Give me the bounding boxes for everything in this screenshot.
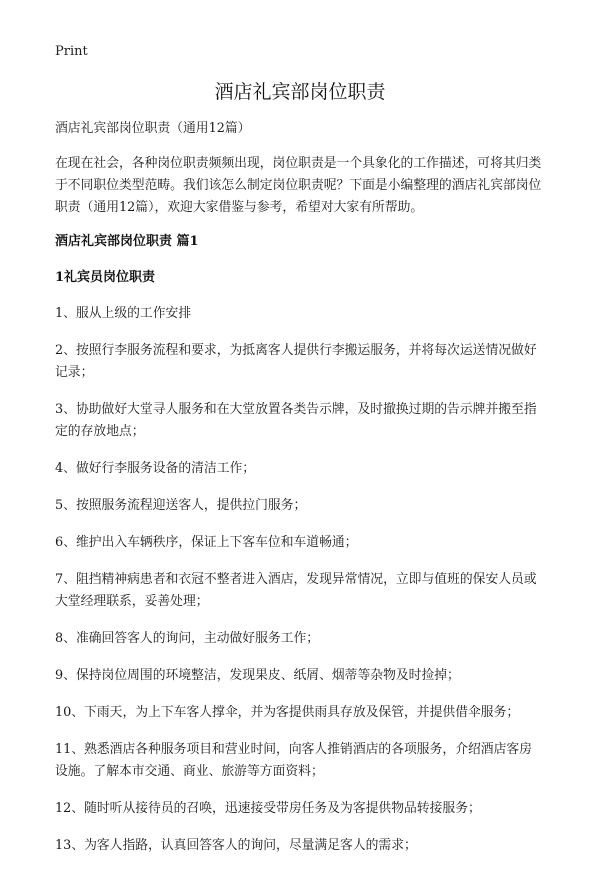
section-heading: 酒店礼宾部岗位职责 篇1: [55, 234, 199, 249]
sub-heading: 1礼宾员岗位职责: [55, 270, 156, 285]
duty-item-5: 5、按照服务流程迎送客人，提供拉门服务；: [55, 498, 307, 513]
duty-item-11: 11、熟悉酒店各种服务项目和营业时间，向客人推销酒店的各项服务，介绍酒店客房设施。了解本市交通、商业、旅游等方面资料；: [55, 742, 532, 779]
duty-item-12: 12、随时听从接待员的召唤，迅速接受带房任务及为客提供物品转接服务；: [55, 801, 481, 816]
duty-item-8: 8、准确回答客人的询问，主动做好服务工作；: [55, 631, 320, 646]
print-link[interactable]: Print: [55, 44, 88, 59]
duty-item-4: 4、做好行李服务设备的清洁工作；: [55, 461, 256, 476]
document-body: [55, 118, 544, 872]
duty-item-9: 9、保持岗位周围的环境整洁，发现果皮、纸屑、烟蒂等杂物及时捡掉；: [55, 668, 460, 683]
intro-paragraph: 在现在社会，各种岗位职责频频出现，岗位职责是一个具象化的工作描述，可将其归类于不同职位类型范畴。我们该怎么制定岗位职责呢？下面是小编整理的酒店礼宾部岗位职责（通用12篇），欢迎大家借鉴与参考，希望对大家有所帮助。: [55, 156, 542, 215]
duty-item-3: 3、协助做好大堂寻人服务和在大堂放置各类告示牌，及时撤换过期的告示牌并搬至指定的存放地点；: [55, 402, 537, 439]
duty-item-13: 13、为客人指路，认真回答客人的询问，尽量满足客人的需求；: [55, 838, 417, 853]
duty-item-10: 10、下雨天，为上下车客人撑伞，并为客提供雨具存放及保管，并提供借伞服务；: [55, 705, 520, 720]
duty-item-7: 7、阻挡精神病患者和衣冠不整者进入酒店，发现异常情况，立即与值班的保安人员或大堂经理联系，妥善处理；: [55, 572, 537, 609]
duty-item-6: 6、维护出入车辆秩序，保证上下客车位和车道畅通；: [55, 535, 358, 550]
document-title: 酒店礼宾部岗位职责: [214, 81, 386, 103]
document-subtitle: 酒店礼宾部岗位职责（通用12篇）: [55, 121, 251, 136]
duty-item-2: 2、按照行李服务流程和要求，为抵离客人提供行李搬运服务，并将每次运送情况做好记录；: [55, 343, 537, 380]
duty-item-1: 1、服从上级的工作安排: [55, 306, 192, 321]
